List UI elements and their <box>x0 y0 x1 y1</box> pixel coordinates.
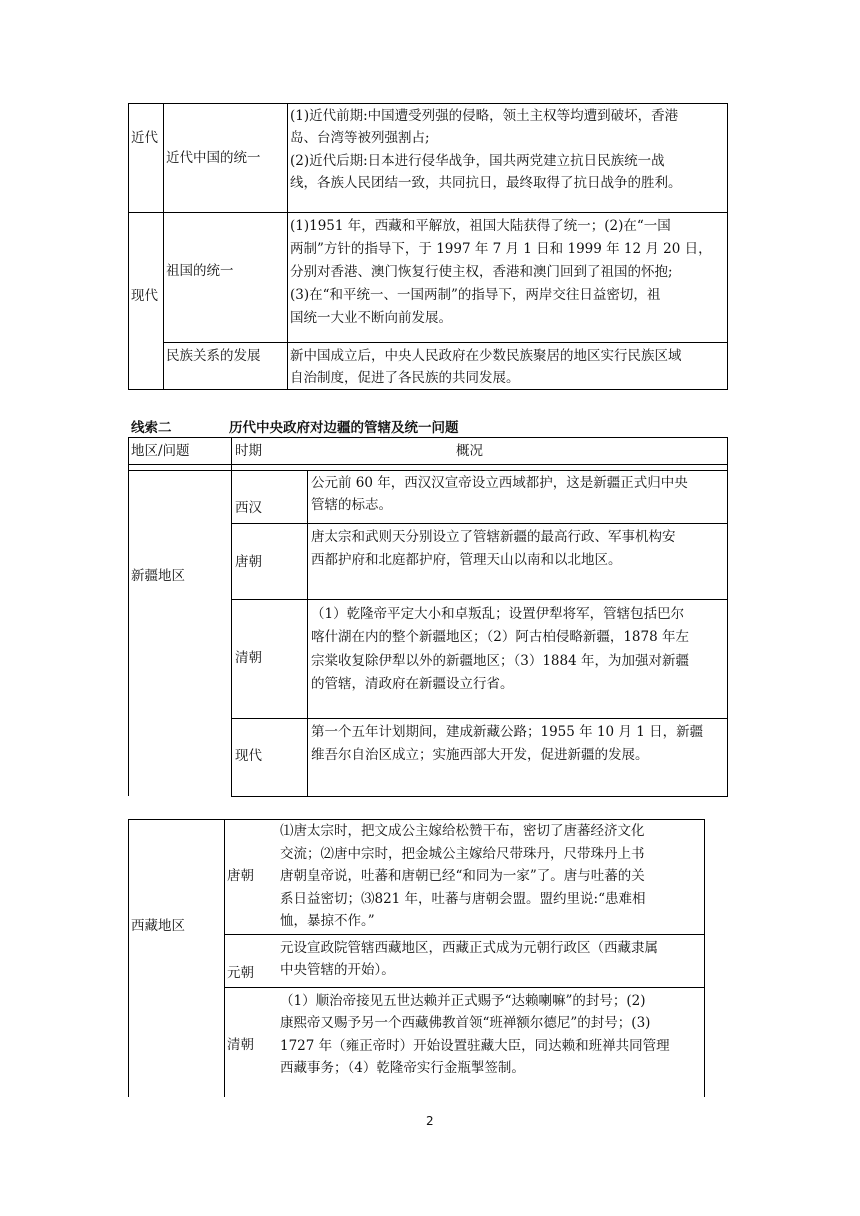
text-line: 自治制度，促进了各民族的共同发展。 <box>290 370 520 386</box>
era-jindai: 近代 <box>131 130 158 146</box>
text-line: 1727 年（雍正帝时）开始设置驻藏大臣，同达赖和班禅共同管理 <box>280 1038 670 1054</box>
text-line: 岛、台湾等被列强割占; <box>290 130 430 146</box>
text-line: 公元前 60 年，西汉汉宣帝设立西域都护，这是新疆正式归中央 <box>311 475 688 491</box>
text-line: 两制”方针的指导下，于 1997 年 7 月 1 日和 1999 年 12 月 20 日， <box>290 241 712 257</box>
page-number: 2 <box>426 1114 434 1128</box>
text-line: 康熙帝又赐予另一个西藏佛教首领“班禅额尔德尼”的封号；(3) <box>280 1015 651 1031</box>
text-line: 恤，暴掠不作。” <box>280 913 375 929</box>
text-line: 线，各族人民团结一致，共同抗日，最终取得了抗日战争的胜利。 <box>290 175 682 191</box>
text-line: ⑴唐太宗时，把文成公主嫁给松赞干布，密切了唐蕃经济文化 <box>280 823 645 839</box>
period-xihan: 西汉 <box>235 500 262 516</box>
text-line: (1)近代前期:中国遭受列强的侵略，领土主权等均遭到破坏，香港 <box>290 108 679 124</box>
text-line: 西藏事务；（4）乾隆帝实行金瓶掣签制。 <box>280 1060 525 1076</box>
text-line: 系日益密切；⑶821 年，吐蕃与唐朝会盟。盟约里说:“患难相 <box>280 891 646 907</box>
text-line: 国统一大业不断向前发展。 <box>290 310 452 326</box>
text-line: 管辖的标志。 <box>311 497 392 513</box>
topic-motherland-unification: 祖国的统一 <box>166 263 234 279</box>
region-xinjiang: 新疆地区 <box>131 568 185 584</box>
header-overview: 概况 <box>456 443 483 459</box>
region-tibet: 西藏地区 <box>131 918 185 934</box>
text-line: 唐朝皇帝说，吐蕃和唐朝已经“和同为一家”了。唐与吐蕃的关 <box>280 868 645 884</box>
section-title: 历代中央政府对边疆的管辖及统一问题 <box>229 420 459 436</box>
text-line: (2)近代后期:日本进行侵华战争，国共两党建立抗日民族统一战 <box>290 153 665 169</box>
text-line: 西都护府和北庭都护府，管理天山以南和以北地区。 <box>311 552 622 568</box>
header-region: 地区/问题 <box>131 443 190 459</box>
period-qing: 清朝 <box>235 650 262 666</box>
text-line: 唐太宗和武则天分别设立了管辖新疆的最高行政、军事机构安 <box>311 529 676 545</box>
period-tang: 唐朝 <box>235 554 262 570</box>
text-line: 中央管辖的开始）。 <box>280 962 395 978</box>
period-modern: 现代 <box>235 748 262 764</box>
text-line: 分别对香港、澳门恢复行使主权，香港和澳门回到了祖国的怀抱; <box>290 264 673 280</box>
header-period: 时期 <box>235 443 262 459</box>
text-line: 交流；⑵唐中宗时，把金城公主嫁给尺带珠丹，尺带珠丹上书 <box>280 846 645 862</box>
text-line: 第一个五年计划期间，建成新藏公路；1955 年 10 月 1 日，新疆 <box>311 724 704 740</box>
text-line: （1）顺治帝接见五世达赖并正式赐予“达赖喇嘛”的封号；(2) <box>280 993 646 1009</box>
text-line: 新中国成立后，中央人民政府在少数民族聚居的地区实行民族区域 <box>290 348 682 364</box>
period-qing: 清朝 <box>227 1037 254 1053</box>
text-line: 宗棠收复除伊犁以外的新疆地区；（3）1884 年，为加强对新疆 <box>311 653 689 669</box>
text-line: 的管辖，清政府在新疆设立行省。 <box>311 676 514 692</box>
text-line: 喀什湖在内的整个新疆地区；（2）阿古柏侵略新疆，1878 年左 <box>311 629 689 645</box>
topic-jindai-unification: 近代中国的统一 <box>166 150 261 166</box>
text-line: 元设宣政院管辖西藏地区，西藏正式成为元朝行政区（西藏隶属 <box>280 940 658 956</box>
section-label: 线索二 <box>131 420 172 436</box>
period-tang: 唐朝 <box>227 868 254 884</box>
text-line: (3)在“和平统一、一国两制”的指导下，两岸交往日益密切，祖 <box>290 287 661 303</box>
topic-ethnic-relations: 民族关系的发展 <box>166 348 261 364</box>
text-line: （1）乾隆帝平定大小和卓叛乱；设置伊犁将军，管辖包括巴尔 <box>311 606 685 622</box>
text-line: (1)1951 年，西藏和平解放，祖国大陆获得了统一；(2)在“一国 <box>290 218 671 234</box>
text-line: 维吾尔自治区成立；实施西部大开发，促进新疆的发展。 <box>311 747 649 763</box>
period-yuan: 元朝 <box>227 965 254 981</box>
era-xiandai: 现代 <box>131 288 158 304</box>
